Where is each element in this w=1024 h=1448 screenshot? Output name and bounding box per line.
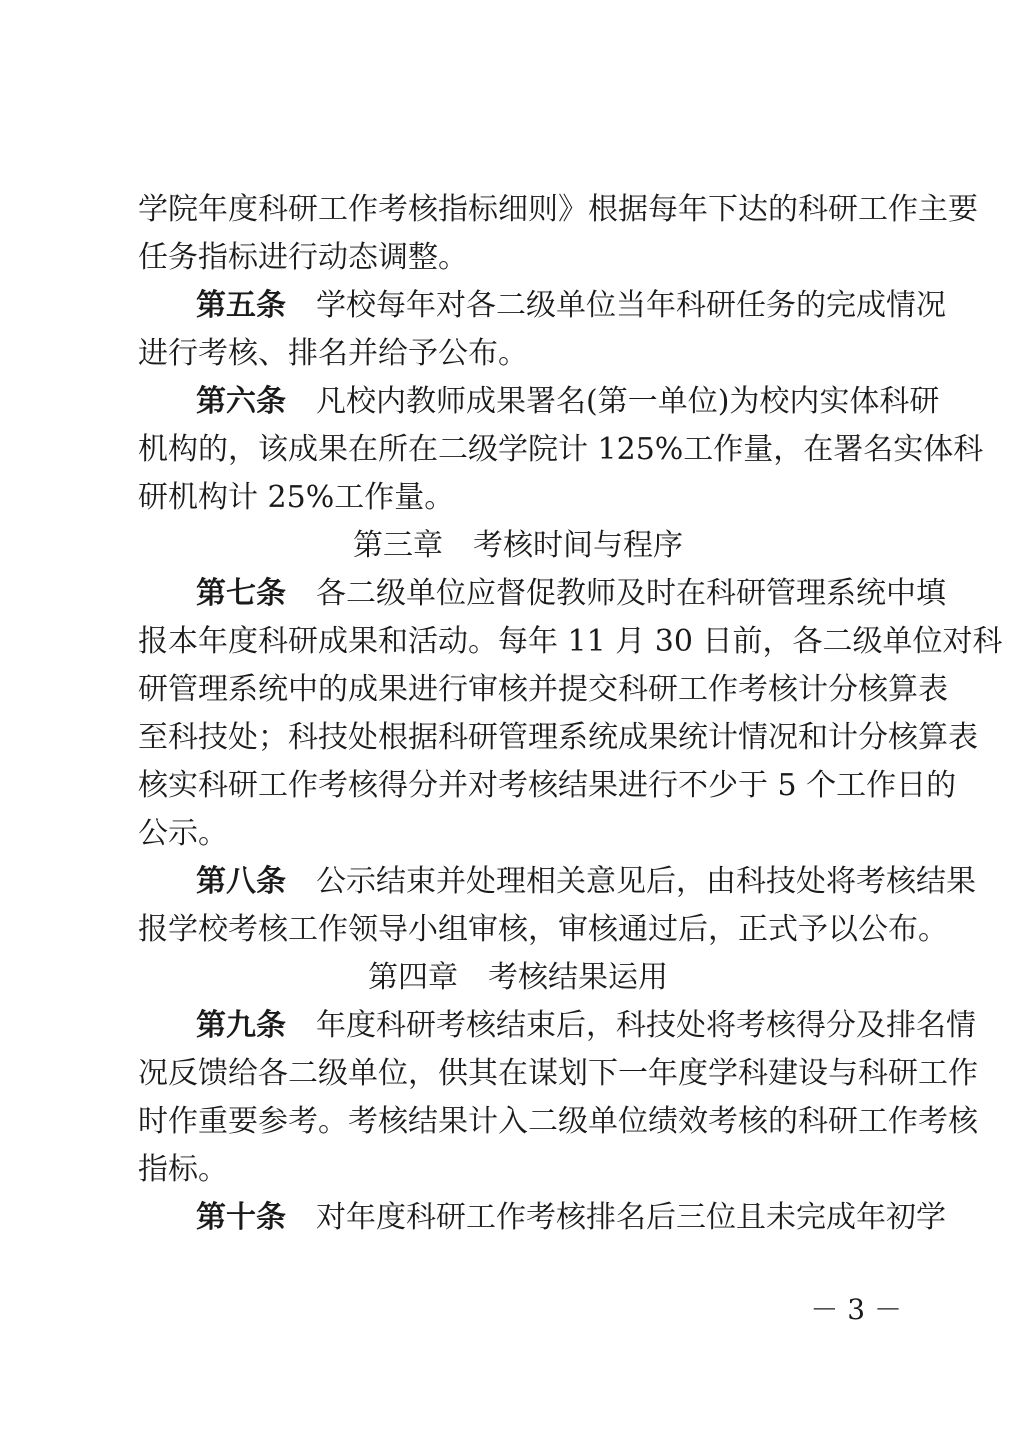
article-5-label: 第五条 <box>196 288 286 323</box>
text-line: 指标。 <box>138 1152 228 1187</box>
article-6-line-1 <box>138 378 940 426</box>
article-10-line-1 <box>138 1194 946 1242</box>
text-line: 研管理系统中的成果进行审核并提交科研工作考核计分核算表 <box>138 672 948 707</box>
text-line: 况反馈给各二级单位，供其在谋划下一年度学科建设与科研工作 <box>138 1056 978 1091</box>
chapter-heading: 第四章 考核结果运用 <box>368 960 668 995</box>
text-line: 至科技处；科技处根据科研管理系统成果统计情况和计分核算表 <box>138 720 978 755</box>
article-9-text: 年度科研考核结束后，科技处将考核得分及排名情 <box>316 1008 976 1043</box>
article-8-line-1 <box>138 858 976 906</box>
text-line: 任务指标进行动态调整。 <box>138 240 468 275</box>
text-line: 进行考核、排名并给予公布。 <box>138 336 528 371</box>
article-5-text: 学校每年对各二级单位当年科研任务的完成情况 <box>316 288 946 323</box>
text-line: 公示。 <box>138 816 228 851</box>
chapter-heading: 第三章 考核时间与程序 <box>353 528 683 563</box>
text-line: 时作重要参考。考核结果计入二级单位绩效考核的科研工作考核 <box>138 1104 978 1139</box>
article-10-label: 第十条 <box>196 1200 286 1235</box>
text-line: 研机构计 25%工作量。 <box>138 480 455 515</box>
article-9-line-1 <box>138 1002 976 1050</box>
article-10-text: 对年度科研工作考核排名后三位且未完成年初学 <box>316 1200 946 1235</box>
text-line: 学院年度科研工作考核指标细则》根据每年下达的科研工作主要 <box>138 192 978 227</box>
article-6-text: 凡校内教师成果署名(第一单位)为校内实体科研 <box>316 384 940 419</box>
article-9-label: 第九条 <box>196 1008 286 1043</box>
text-line: 核实科研工作考核得分并对考核结果进行不少于 5 个工作日的 <box>138 768 957 803</box>
article-7-line-1 <box>138 570 946 618</box>
text-line: 机构的，该成果在所在二级学院计 125%工作量，在署名实体科 <box>138 432 984 467</box>
article-8-label: 第八条 <box>196 864 286 899</box>
article-5-line-1 <box>138 282 946 330</box>
article-7-label: 第七条 <box>196 576 286 611</box>
article-8-text: 公示结束并处理相关意见后，由科技处将考核结果 <box>316 864 976 899</box>
document-body <box>138 186 1003 1242</box>
page-number: － 3 － <box>810 1293 902 1326</box>
text-line: 报本年度科研成果和活动。每年 11 月 30 日前，各二级单位对科 <box>138 624 1003 659</box>
article-6-label: 第六条 <box>196 384 286 419</box>
article-7-text: 各二级单位应督促教师及时在科研管理系统中填 <box>316 576 946 611</box>
text-line: 报学校考核工作领导小组审核，审核通过后，正式予以公布。 <box>138 912 948 947</box>
